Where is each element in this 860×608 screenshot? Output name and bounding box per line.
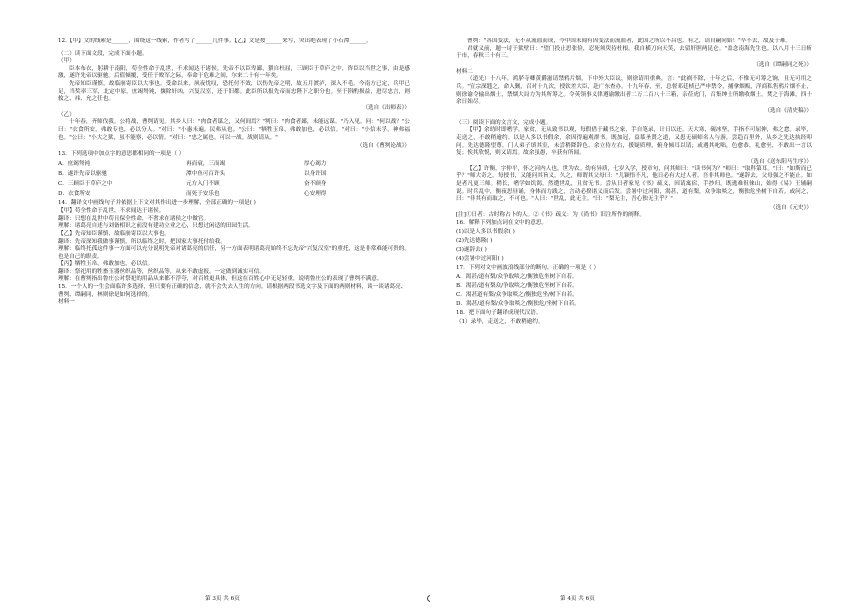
passage-jia-paragraph-2: 先帝知臣谨慎，故临崩寄臣以大事也。受命以来，夙夜忧叹，恐托付不效，以伤先帝之明，故五月渡泸，深入不毛。今南方已定，兵甲已足，当奖率三军，北定中原，庶竭驽钝，攘除奸凶，兴复汉室，还于旧都。此臣所以报先帝而忠陛下之职分也。至于斟酌损益，进尽忠言，则攸之、祎、允之任也。 <box>58 80 410 103</box>
material-2-label: 材料二 <box>456 68 473 75</box>
option-row <box>58 179 410 189</box>
passage-yi-source: （选自《曹刿论战》） <box>356 143 410 150</box>
option-a-col3: 厚心竭力 <box>304 161 327 168</box>
option-b-col3: 以身许国 <box>304 171 327 178</box>
question-18: 18．把下面句子翻译成现代汉语。 <box>456 310 542 317</box>
q16-item: (3)遂辞去( ) <box>456 247 487 254</box>
q18-item-1: （1）录毕，走送之，不敢稍逾约。 <box>456 319 544 326</box>
question-12: 12.【甲】文的线索是______，围绕这一线索，作者写了______几件事。【乙】文是按______来写，突出绝表现了小石潭______。 <box>58 38 372 44</box>
q14-line: 【甲】苟全性命于乱世，不求闻达于诸侯。 <box>58 208 165 215</box>
option-d-col1: D．衣食所安 <box>58 191 91 198</box>
q14-line: 【乙】先帝知臣谨慎，故临崩寄臣以大事也。 <box>58 230 170 237</box>
option-d-col2: 而死于安乐也 <box>186 191 220 198</box>
passage-yi-label: （乙） <box>58 111 75 118</box>
section-3-passage-yi: 【乙】许衡，字仲平，怀之河内人也，世为农。幼有异质，七岁入学，授章句，问其师曰："读书何为？"师曰："取科第耳。"曰："如斯而已乎？"师大奇之。每授书，又能问其旨义。久之，师谓其父母曰："儿颖悟不凡，他日必有大过人者，吾非其师也。"遂辞去，父母强之不能止。如是者凡更三师。稍长，嗜学如饥渴，然遭世乱，且贫无书。尝从日者家见《书》疏义，因请寓宿，手抄归。既逃难徂徕山，始得《易》王辅嗣说。时兵乱中，衡夜思昼诵，身体而力践之，言动必揆诸义而后发。尝暑中过河阳，渴甚，道有梨，众争取啖之，衡独危坐树下自若。或问之，曰："非其有而取之，不可也。"人曰："世乱，此无主。"曰："梨无主，吾心独无主乎？" <box>456 165 812 203</box>
section-3-passage-jia: 【甲】余幼时即嗜学。家贫，无从致书以观，每假借于藏书之家，手自笔录，计日以还。天大寒，砚冰坚，手指不可屈伸，弗之怠。录毕，走送之，不敢稍逾约。以是人多以书假余，余因得遍观群书。既加冠，益慕圣贤之道，又患无硕师名人与游，尝趋百里外，从乡之先达执经叩问。先达德隆望尊，门人弟子填其室，未尝稍降辞色。余立侍左右，援疑质理，俯身倾耳以请；或遇其叱咄，色愈恭，礼愈至，不敢出一言以复；俟其欣悦，则又请焉。故余虽愚，卒获有所闻。 <box>456 127 812 157</box>
passage-yi-paragraph: 十年春，齐师伐我。公将战，曹刿请见。其乡人曰："肉食者谋之，又何间焉？"刿曰："肉食者鄙，未能远谋。"乃入见。问："何以战？"公曰："衣食所安，弗敢专也，必以分人。"对曰："小惠未遍，民弗从也。"公曰："牺牲玉帛，弗敢加也，必以信。"对曰："小信未孚，神弗福也。"公曰："小大之狱，虽不能察，必以情。"对曰："忠之属也。可以一战。战则请从。" <box>58 119 410 141</box>
material-2-paragraph: （道光）十八年，鸿胪寺卿黄爵滋请禁鸦片烟，下中外大臣议，则徐请用重典，言："此祸不除，十年之后，不惟无可筹之饷，且无可用之兵。"宣宗深韪之，命入觐，召对十九次，授钦差大臣，赴广东查办。十九年春，至，总督邓廷桢已严申禁令，捕拿烟贩，洋商私售鸦片烟不止，则徐谕令输出烟土，禁烟大局力为其所筹之。令英领事义律遵谕缴出者二万二百八十三箱，亲莅虎门，召集绅士所缴收烟土，焚之于海滩，四十余日始尽。 <box>456 76 812 106</box>
option-c-col2: 元方入门不顾 <box>186 181 220 188</box>
q16-item: (4)尝暑中过河阳( ) <box>456 256 504 263</box>
right-column <box>456 38 812 586</box>
section-3-yi-source: （选自《元史》） <box>770 204 812 211</box>
q17-option: C．渴甚道有梨/众争取啖之/衡独危坐/树下自若。 <box>456 292 578 299</box>
option-b-col2: 潭中鱼可百许头 <box>186 171 226 178</box>
q14-line: 理解：诸葛亮自述与刘备相识之前没有建功立业之心，只想过闲适的田园生活。 <box>58 223 254 230</box>
page-number-right: 第 4页 共 6页 <box>560 596 595 602</box>
q17-option: B．渴甚/道有梨众/争取啖之/衡独危坐树下自若。 <box>456 283 578 290</box>
q16-item: (2)先达德隆( ) <box>456 238 493 245</box>
question-15: 15．一个人的一生会面临许多选择，但只要有正确的信念，就不会失去人生的方向。请根据两段书选文字及下面的两则材料，谈一谈诸葛亮、曹刿、谭嗣同，林则徐是如何选择的。 <box>58 284 407 298</box>
material-1-paragraph-1: 曹刿："各国变法，无不从流血而成，今中国未闻有因变法而流血者，此国之所以不昌也。有之，请自嗣同始！"卒不去，故及于难。 <box>467 38 791 44</box>
q17-option: A．渴甚/道有梨/众争取啖之/衡独危坐树下自若。 <box>456 274 578 281</box>
question-13-options <box>58 159 410 199</box>
q16-item: (1)以是人多以书假余( ) <box>456 229 515 236</box>
q14-line: 理解：在曹刿指出鲁庄公对祭祀的用品从来都不浮夸，对百姓更具体，但这在百姓心中无足轻重，说明鲁庄公的表现了曹刿不满意。 <box>58 276 383 283</box>
material-1-label: 材料一 <box>58 299 75 306</box>
option-c-col3: 奋不顾身 <box>304 181 327 188</box>
question-16: 16．解释下列加点词在文中的意思。 <box>456 220 548 227</box>
option-row <box>58 189 410 199</box>
q14-line: 翻译：只想在乱世中苟且保全性命，不奢求在诸侯之中做官。 <box>58 215 210 222</box>
page-number-left: 第 3页 共 6页 <box>205 596 240 602</box>
option-row <box>58 159 410 169</box>
question-14: 14．翻译文中画线句子并依据上下文对其作出进一步理解，全部正确的一项是( ) <box>58 200 256 207</box>
question-13: 13．下列选项中加点字的意思都相同的一项是（ ） <box>58 151 185 158</box>
material-2-source: （选自《清史稿》） <box>764 107 812 114</box>
q14-line: 理解：临终托孤这件事一方面可以充分说明先帝对诸葛亮的信任，另一方面表明诸葛亮始终不忘先帝"兴复汉室"的重托，这是非常难能可贵的。也是自己的职责。 <box>58 246 410 260</box>
passage-jia-label: （甲） <box>58 58 75 65</box>
footnote: [注]①日者：古时称占卜的人。②《书》疏义：为《尚书》旧注所作的阐释。 <box>456 211 645 218</box>
option-b-col1: B．遂许先帝以驱驰 <box>58 171 107 178</box>
option-a-col2: 再而衰，三而竭 <box>186 161 226 168</box>
question-17: 17．下列对文中画波浪线部分的断句，正确的一项是（ ） <box>456 265 600 272</box>
right-page <box>430 0 860 608</box>
option-row <box>58 169 410 179</box>
option-c-col1: C．三顾臣于草庐之中 <box>58 181 113 188</box>
material-1-paragraph-2: 君就义前，题一诗于狱壁曰："望门投止思张俭，忍死须臾待杜根。我自横刀向天笑，去留肝胆两昆仑。"盖念南海先生也。以八月十三日斩于市，春秋三十有三。 <box>456 45 812 60</box>
passage-jia-source: （选自《出师表》） <box>362 104 410 111</box>
q17-option: D．渴甚/道有梨/众争取啖之/衡独危/坐树下自若。 <box>456 301 580 308</box>
section-3-title: （三）阅读下面的文言文，完成小题。 <box>456 119 552 126</box>
section-2-title: （二）读下面文段，完成下面小题。 <box>58 50 148 57</box>
q14-line: 翻译：祭祀用的牲畜玉器丝织品等，丝织品等，从来不敢虚报，一定做到诚实可信。 <box>58 268 265 275</box>
option-d-col3: 心安理得 <box>304 191 327 198</box>
material-1-source: （选自《谭嗣同之死》） <box>753 61 812 68</box>
passage-jia-paragraph-1: 臣本布衣，躬耕于南阳，苟全性命于乱世，不求闻达于诸侯。先帝不以臣卑鄙，猥自枉屈，三顾臣于草庐之中，咨臣以当世之事，由是感激，遂许先帝以驱驰。后值倾覆，受任于败军之际，奉命于危难之间，尔来二十有一年矣。 <box>58 65 410 80</box>
section-3-jia-source: （选自《送东阳马生序》） <box>747 158 812 165</box>
left-column <box>58 38 410 586</box>
q14-line: 【丙】牺牲玉帛，弗敢加也，必以信。 <box>58 261 154 268</box>
q14-line: 翻译：先帝深知我做事谨慎，所以临终之时，把国家大事托付给我。 <box>58 238 226 245</box>
option-a-col1: A．庶竭驽钝 <box>58 161 91 168</box>
